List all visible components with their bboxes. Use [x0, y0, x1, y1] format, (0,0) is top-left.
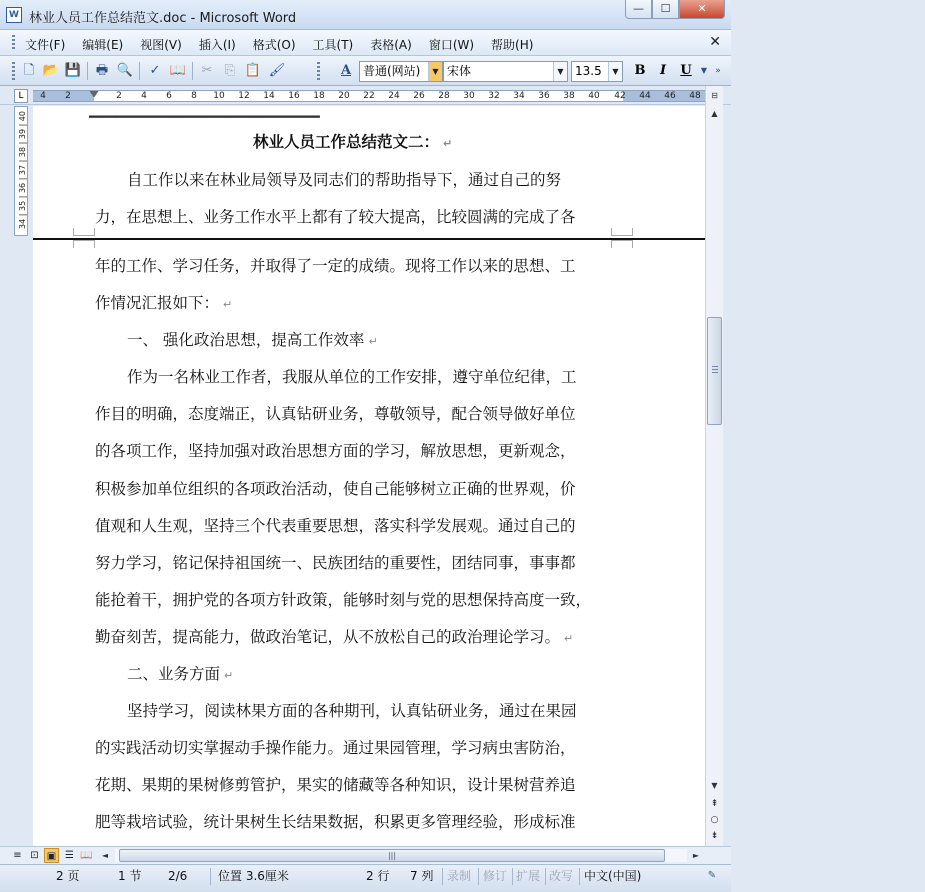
status-revision[interactable]: 修订: [483, 869, 508, 883]
status-column[interactable]: 7 列: [410, 869, 434, 883]
ruler-tick: 4: [40, 91, 46, 101]
ruler-tick: 38: [563, 91, 575, 101]
doc-line-text: 勤奋刻苦，提高能力，做政治笔记，从不放松自己的政治理论学习。: [95, 628, 561, 646]
print-layout-view-icon[interactable]: ▣: [44, 848, 59, 863]
thumb-grip: [712, 366, 718, 374]
document-area[interactable]: [33, 100, 705, 846]
menu-view[interactable]: 视图(V): [140, 38, 182, 52]
menu-items: [25, 35, 533, 54]
menu-file[interactable]: 文件(F): [25, 38, 66, 52]
page-corner-mark: [73, 240, 95, 248]
italic-button[interactable]: I: [659, 63, 667, 78]
status-extend[interactable]: 扩展: [516, 869, 541, 883]
menu-table[interactable]: 表格(A): [370, 38, 412, 52]
status-separator: [545, 868, 546, 885]
ruler-tick: 4: [141, 91, 147, 101]
status-position[interactable]: 位置 3.6厘米: [218, 869, 289, 883]
status-page[interactable]: 2 页: [56, 869, 80, 883]
copy-icon[interactable]: ⎘: [224, 63, 236, 78]
doc-heading[interactable]: [253, 130, 925, 152]
ruler-tick: 14: [263, 91, 275, 101]
doc-line[interactable]: [95, 291, 767, 313]
ruler-tick: 16: [288, 91, 300, 101]
paragraph-mark: ↵: [224, 669, 234, 682]
menu-edit[interactable]: 编辑(E): [82, 38, 124, 52]
ruler-tick: 28: [438, 91, 450, 101]
horizontal-scroll-track[interactable]: [115, 849, 687, 862]
ruler-tick: 26: [413, 91, 425, 101]
status-separator: [442, 868, 443, 885]
menu-insert[interactable]: 插入(I): [198, 38, 236, 52]
status-section[interactable]: 1 节: [118, 869, 142, 883]
reading-layout-view-icon[interactable]: 📖: [80, 850, 93, 861]
doc-line-text: 力，在思想上、业务工作水平上都有了较大提高，比较圆满的完成了各: [95, 208, 576, 226]
paragraph-mark: ↵: [443, 137, 453, 150]
outline-view-icon[interactable]: ☰: [65, 850, 74, 861]
page-corner-mark: [611, 228, 633, 236]
ruler-tick: 24: [388, 91, 400, 101]
minimize-button[interactable]: —: [625, 0, 652, 19]
vertical-ruler[interactable]: [14, 106, 28, 236]
new-document-icon[interactable]: 🗋: [23, 63, 35, 78]
ruler-tick: 2: [65, 91, 71, 101]
font-combo-value: 宋体: [447, 64, 472, 78]
status-separator: [478, 868, 479, 885]
ruler-tick: 6: [166, 91, 172, 101]
underline-button[interactable]: U: [680, 63, 692, 78]
scroll-left-arrow-icon[interactable]: ◄: [101, 851, 109, 860]
ruler-tick: 36: [538, 91, 550, 101]
doc-line[interactable]: [95, 439, 767, 461]
menu-grip-handle[interactable]: [12, 35, 15, 51]
status-overwrite[interactable]: 改写: [549, 869, 574, 883]
vertical-ruler-gray: [14, 236, 28, 840]
bold-button[interactable]: B: [634, 63, 646, 78]
font-size-value: 13.5: [575, 64, 602, 78]
doc-line[interactable]: [127, 662, 799, 684]
doc-line-text: 能抢着干，拥护党的各项方针政策，能够时刻与党的思想保持高度一致，: [95, 591, 592, 609]
toolbar-separator: [192, 62, 193, 80]
status-record[interactable]: 录制: [447, 869, 472, 883]
font-size-combo[interactable]: [571, 61, 623, 82]
research-icon[interactable]: 📖: [169, 63, 187, 78]
doc-line[interactable]: [127, 699, 799, 721]
doc-line-text: 作目的明确，态度端正，认真钻研业务，尊敬领导，配合领导做好单位: [95, 405, 576, 423]
doc-line-text: 自工作以来在林业局领导及同志们的帮助指导下，通过自己的努: [127, 171, 562, 189]
horizontal-scroll-thumb[interactable]: |||: [119, 849, 665, 862]
save-icon[interactable]: 💾: [64, 63, 82, 78]
ruler-tick: 46: [664, 91, 676, 101]
horizontal-scroll-bar: [0, 846, 731, 864]
ruler-tick: 44: [639, 91, 651, 101]
ruler-tick: 48: [689, 91, 701, 101]
paragraph-mark: ↵: [368, 335, 378, 348]
toolbar-separator: [87, 62, 88, 80]
ruler-tick: 10: [213, 91, 225, 101]
print-preview-icon[interactable]: 🔍: [116, 63, 134, 78]
spelling-status-icon[interactable]: ✎: [707, 870, 717, 881]
doc-line-text: 二、业务方面: [127, 665, 221, 683]
ruler-tick: 42: [614, 91, 626, 101]
page-corner-mark: [611, 240, 633, 248]
previous-page-text-fragment: ▁▁▁▁▁▁▁▁▁▁▁▁▁▁▁▁▁▁▁▁: [89, 100, 320, 118]
ruler-tick: 20: [338, 91, 350, 101]
doc-line[interactable]: [95, 514, 767, 536]
menu-bar: [0, 30, 731, 56]
style-combo-value: 普通(网站): [363, 64, 421, 78]
chevron-down-icon[interactable]: ▼: [428, 62, 442, 81]
ruler-tick: 12: [238, 91, 250, 101]
print-icon[interactable]: 🖶: [95, 63, 109, 78]
page-corner-mark: [73, 228, 95, 236]
close-window-button[interactable]: ✕: [679, 0, 725, 19]
doc-line-text: 花期、果期的果树修剪管护，果实的储藏等各种知识，设计果树营养追: [95, 776, 576, 794]
status-language[interactable]: 中文(中国): [584, 869, 642, 883]
scroll-down-arrow-icon[interactable]: ▼: [711, 781, 718, 790]
menu-format[interactable]: 格式(O): [252, 38, 296, 52]
open-icon[interactable]: 📂: [42, 63, 60, 78]
standard-toolbar-grip[interactable]: [12, 62, 15, 80]
doc-line[interactable]: [95, 810, 767, 832]
doc-line[interactable]: [95, 736, 767, 758]
menu-window[interactable]: 窗口(W): [428, 38, 475, 52]
toolbar: [0, 56, 731, 86]
status-separator: [512, 868, 513, 885]
doc-line[interactable]: [95, 773, 767, 795]
doc-line[interactable]: [127, 365, 799, 387]
normal-view-icon[interactable]: ≡: [13, 850, 22, 861]
cut-icon[interactable]: ✂: [201, 63, 213, 78]
status-page-of[interactable]: 2/6: [168, 869, 188, 883]
scroll-up-arrow-icon[interactable]: ▲: [711, 109, 718, 118]
doc-line[interactable]: [95, 551, 767, 573]
doc-line-text: 的各项工作，坚持加强对政治思想方面的学习，解放思想，更新观念，: [95, 442, 576, 460]
select-browse-object-icon[interactable]: ○: [710, 815, 719, 825]
vertical-scrollbar[interactable]: [705, 86, 723, 846]
tab-selector[interactable]: L: [14, 89, 28, 103]
styles-pane-icon[interactable]: A: [340, 63, 352, 78]
close-document-button[interactable]: ✕: [709, 34, 721, 50]
previous-page-icon[interactable]: ⇞: [710, 799, 719, 809]
chevron-down-icon[interactable]: ▼: [608, 62, 622, 81]
doc-line-text: 的实践活动切实掌握动手操作能力。通过果园管理，学习病虫害防治，: [95, 739, 576, 757]
ruler-tick: 8: [191, 91, 197, 101]
paragraph-mark: ↵: [223, 298, 233, 311]
doc-line-text: 一、 强化政治思想，提高工作效率: [127, 331, 365, 349]
doc-line[interactable]: [95, 588, 767, 610]
ruler-tick: 18: [313, 91, 325, 101]
window-title: 林业人员工作总结范文.doc - Microsoft Word: [29, 11, 297, 26]
ruler-toggle-icon[interactable]: ⊟: [711, 91, 718, 100]
doc-line-text: 作为一名林业工作者，我服从单位的工作安排，遵守单位纪律，工: [127, 368, 577, 386]
doc-line-text: 肥等栽培试验，统计果树生长结果数据，积累更多管理经验，形成标准: [95, 813, 576, 831]
paste-icon[interactable]: 📋: [244, 63, 262, 78]
doc-line-text: 年的工作、学习任务，并取得了一定的成绩。现将工作以来的思想、工: [95, 257, 576, 275]
doc-line-text: 林业人员工作总结范文二：: [253, 132, 440, 151]
ruler-tick: 32: [488, 91, 500, 101]
ruler-tick: 2: [116, 91, 122, 101]
doc-line-text: 积极参加单位组织的各项政治活动，使自己能够树立正确的世界观，价: [95, 480, 576, 498]
toolbar-options-chevron-icon[interactable]: »: [715, 66, 721, 76]
doc-line[interactable]: [127, 328, 799, 350]
doc-line[interactable]: [95, 402, 767, 424]
status-line[interactable]: 2 行: [366, 869, 390, 883]
ruler-tick: 40: [588, 91, 600, 101]
doc-line[interactable]: [95, 205, 767, 227]
ruler-tick: 30: [463, 91, 475, 101]
format-painter-icon[interactable]: 🖌: [268, 63, 286, 78]
formatting-toolbar-grip[interactable]: [317, 62, 320, 80]
window-controls: [625, 0, 725, 20]
vertical-ruler-ticks: 34 | 35 | 36 | 37 | 38 | 39 | 40: [18, 111, 27, 229]
style-combo[interactable]: [359, 61, 443, 82]
ruler-tick: 22: [363, 91, 375, 101]
doc-line[interactable]: [95, 477, 767, 499]
page-break-line: [33, 238, 705, 240]
font-combo[interactable]: [443, 61, 568, 82]
doc-line-text: 坚持学习，阅读林果方面的各种期刊，认真钻研业务，通过在果园: [127, 702, 577, 720]
doc-line-text: 值观和人生观，坚持三个代表重要思想，落实科学发展观。通过自己的: [95, 517, 576, 535]
next-page-icon[interactable]: ⇟: [710, 831, 719, 841]
doc-line-text: 作情况汇报如下：: [95, 294, 220, 312]
menu-tools[interactable]: 工具(T): [312, 38, 354, 52]
status-separator: [210, 868, 211, 885]
doc-line[interactable]: [127, 168, 799, 190]
status-bar: [0, 864, 731, 892]
maximize-button[interactable]: ☐: [652, 0, 679, 19]
word-icon[interactable]: W: [6, 7, 22, 23]
web-layout-view-icon[interactable]: ⊡: [30, 850, 39, 861]
status-separator: [579, 868, 580, 885]
menu-help[interactable]: 帮助(H): [491, 38, 534, 52]
doc-line-text: 努力学习，铭记保持祖国统一、民族团结的重要性，团结同事，事事都: [95, 554, 576, 572]
vertical-scroll-thumb[interactable]: [707, 317, 722, 425]
ruler-tick: 34: [513, 91, 525, 101]
underline-options-chevron-icon[interactable]: ▼: [700, 66, 708, 75]
paragraph-mark: ↵: [564, 632, 574, 645]
toolbar-separator: [139, 62, 140, 80]
doc-line[interactable]: [95, 254, 767, 276]
doc-line[interactable]: [95, 625, 767, 647]
chevron-down-icon[interactable]: ▼: [553, 62, 567, 81]
title-bar: [0, 0, 731, 30]
spelling-icon[interactable]: ✓: [149, 63, 161, 78]
scroll-right-arrow-icon[interactable]: ►: [692, 851, 700, 860]
